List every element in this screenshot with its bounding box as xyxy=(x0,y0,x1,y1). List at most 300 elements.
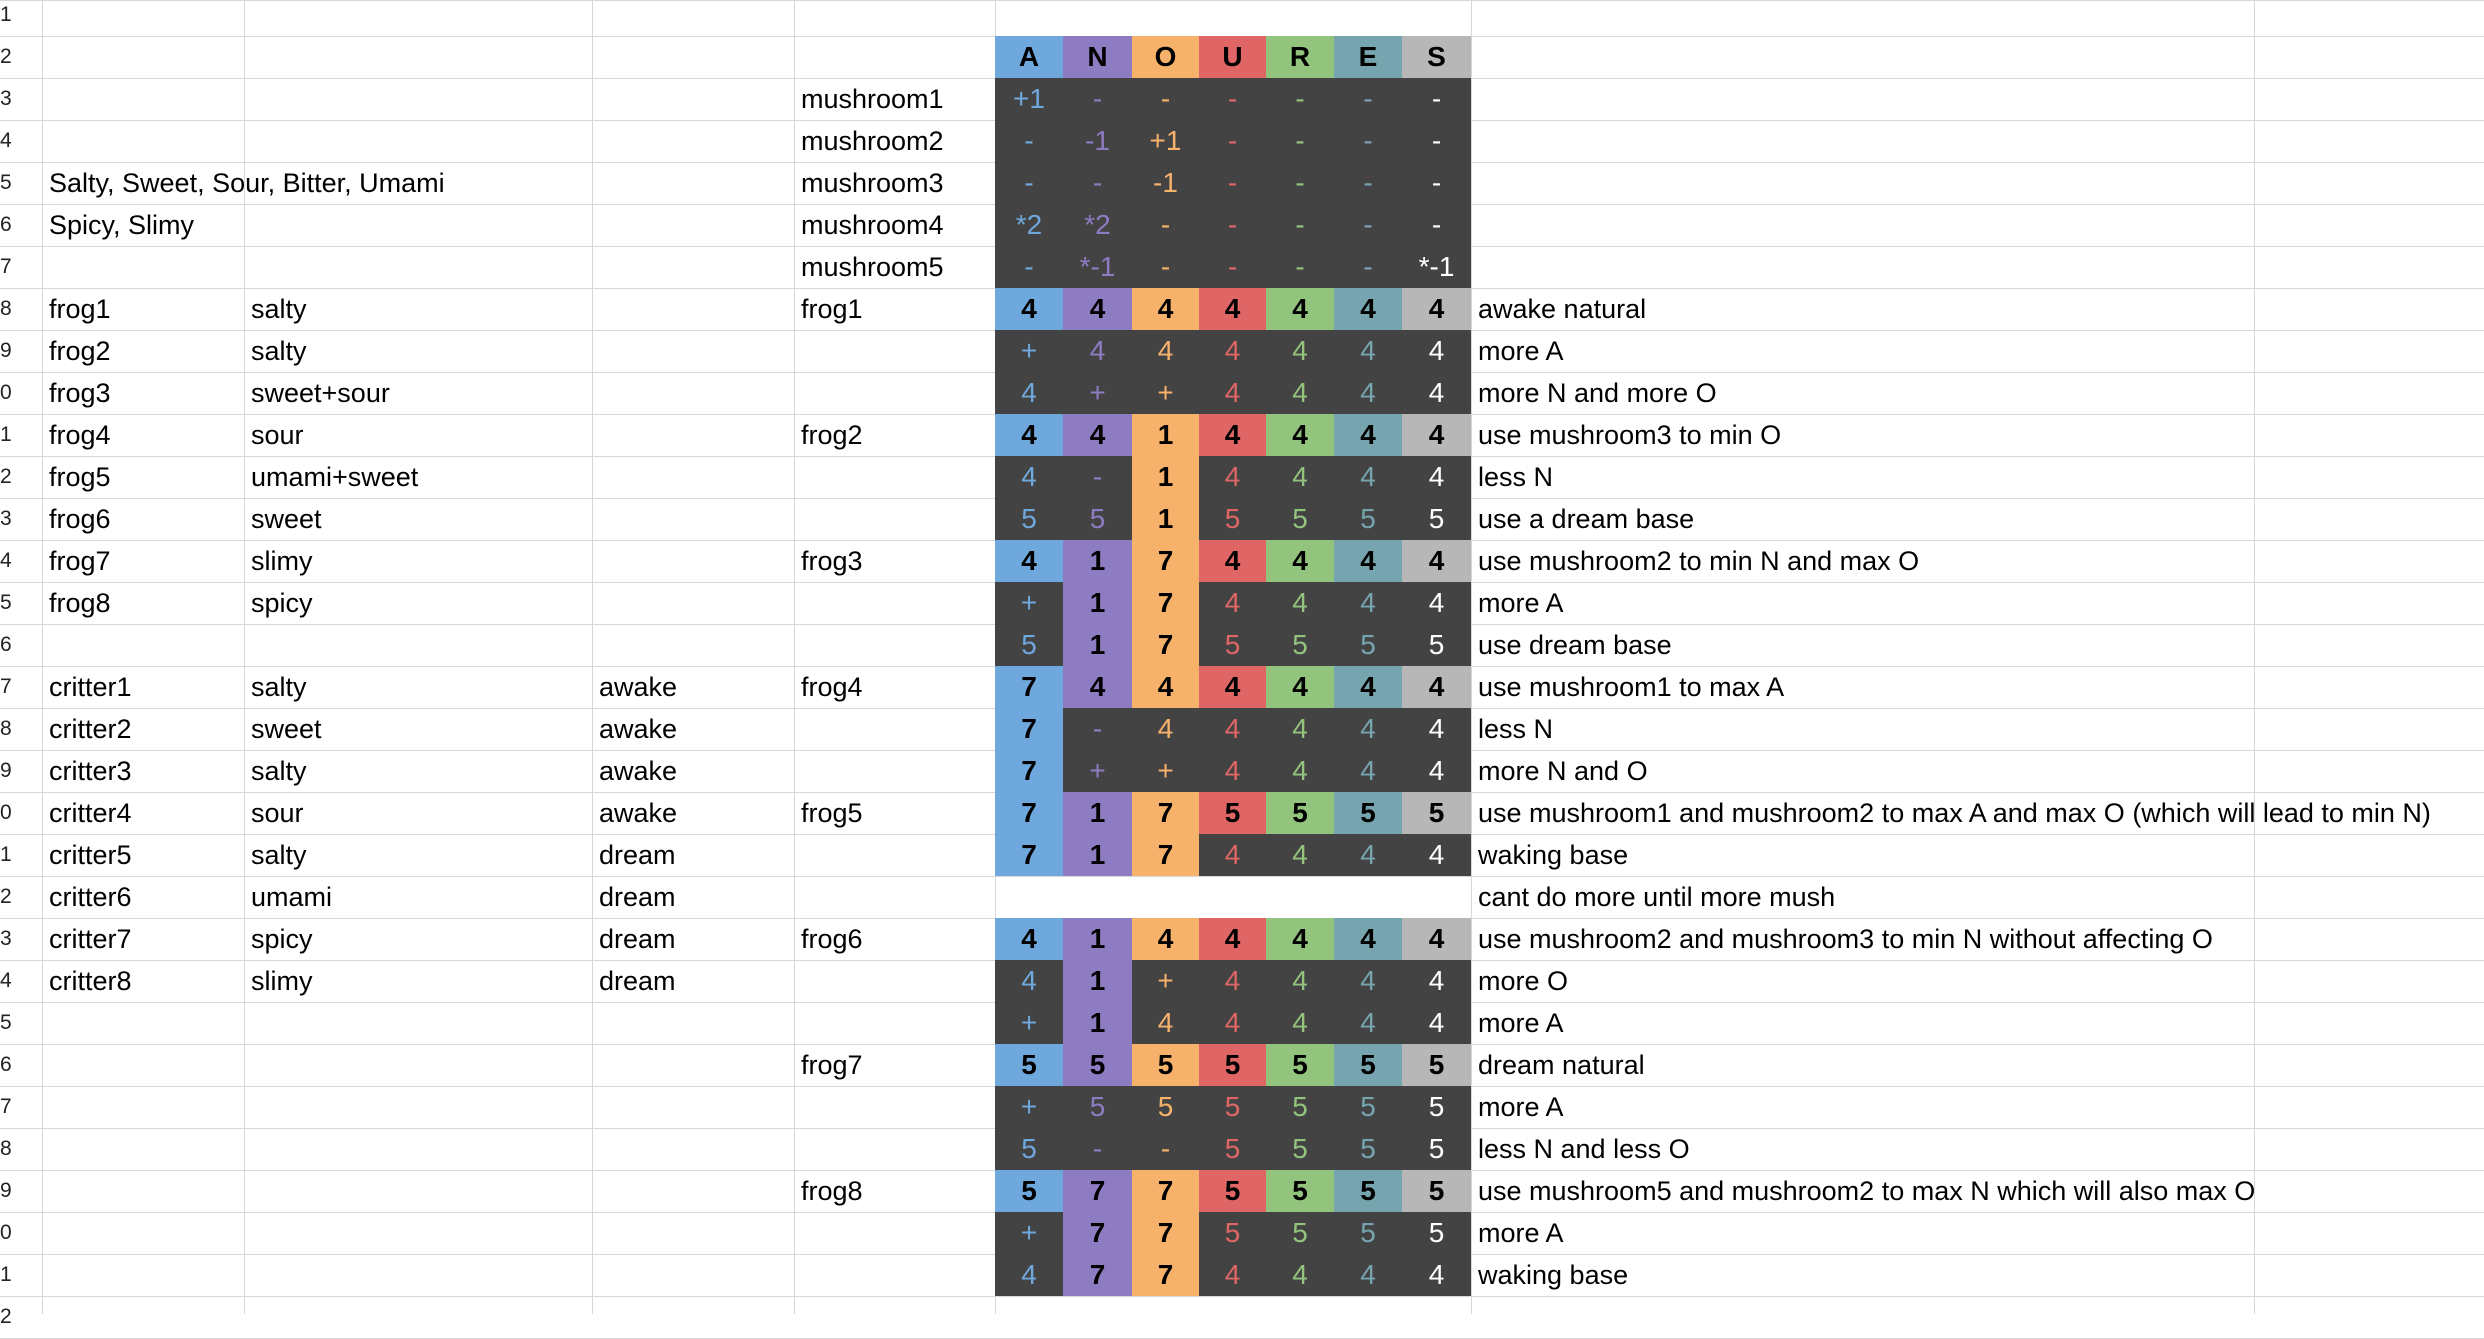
score-cell-n[interactable]: 4 xyxy=(1063,666,1132,708)
score-cell-a[interactable]: 7 xyxy=(995,666,1063,708)
score-cell-s[interactable]: - xyxy=(1402,162,1471,204)
column-header-r[interactable]: R xyxy=(1266,36,1334,78)
score-cell-a[interactable]: 4 xyxy=(995,918,1063,960)
score-cell-a[interactable]: 7 xyxy=(995,834,1063,876)
score-cell-o[interactable]: 7 xyxy=(1132,1212,1199,1254)
score-cell-o[interactable]: -1 xyxy=(1132,162,1199,204)
score-cell-s[interactable]: - xyxy=(1402,120,1471,162)
left-cell-a[interactable]: frog1 xyxy=(49,294,111,324)
score-cell-s[interactable]: 4 xyxy=(1402,330,1471,372)
score-cell-e[interactable]: 4 xyxy=(1334,1002,1402,1044)
score-cell-r[interactable]: 4 xyxy=(1266,834,1334,876)
score-cell-u[interactable]: 5 xyxy=(1199,1086,1266,1128)
column-header-n[interactable]: N xyxy=(1063,36,1132,78)
note-cell[interactable]: less N and less O xyxy=(1478,1134,1690,1164)
row-label[interactable]: frog8 xyxy=(801,1176,863,1206)
score-cell-u[interactable]: 5 xyxy=(1199,1212,1266,1254)
score-cell-e[interactable]: 5 xyxy=(1334,1128,1402,1170)
left-cell-b[interactable]: sweet xyxy=(251,714,322,744)
score-cell-s[interactable]: 5 xyxy=(1402,498,1471,540)
left-cell-b[interactable]: umami+sweet xyxy=(251,462,419,492)
note-cell[interactable]: use mushroom1 and mushroom2 to max A and max O (which will lead to min N) xyxy=(1478,798,2431,828)
left-cell-b[interactable]: spicy xyxy=(251,924,313,954)
score-cell-e[interactable]: 4 xyxy=(1334,708,1402,750)
row-label[interactable]: frog3 xyxy=(801,546,863,576)
score-cell-a[interactable]: 5 xyxy=(995,498,1063,540)
score-cell-s[interactable]: 4 xyxy=(1402,834,1471,876)
score-cell-e[interactable]: 4 xyxy=(1334,330,1402,372)
row-label[interactable]: frog1 xyxy=(801,294,863,324)
score-cell-s[interactable]: 5 xyxy=(1402,792,1471,834)
score-cell-a[interactable]: - xyxy=(995,162,1063,204)
left-cell-b[interactable]: salty xyxy=(251,294,307,324)
row-number[interactable]: 9 xyxy=(0,1179,12,1202)
score-cell-n[interactable]: -1 xyxy=(1063,120,1132,162)
score-cell-o[interactable]: + xyxy=(1132,960,1199,1002)
score-cell-e[interactable]: 4 xyxy=(1334,960,1402,1002)
score-cell-u[interactable]: 4 xyxy=(1199,582,1266,624)
score-cell-s[interactable]: 4 xyxy=(1402,456,1471,498)
score-cell-e[interactable]: 4 xyxy=(1334,540,1402,582)
left-cell-b[interactable]: salty xyxy=(251,672,307,702)
column-header-a[interactable]: A xyxy=(995,36,1063,78)
row-number[interactable]: 1 xyxy=(0,423,12,446)
column-header-s[interactable]: S xyxy=(1402,36,1471,78)
left-cell-a[interactable]: Salty, Sweet, Sour, Bitter, Umami xyxy=(49,168,445,198)
score-cell-r[interactable]: 4 xyxy=(1266,1254,1334,1296)
left-cell-b[interactable]: slimy xyxy=(251,546,313,576)
score-cell-r[interactable]: 4 xyxy=(1266,540,1334,582)
score-cell-s[interactable]: 4 xyxy=(1402,582,1471,624)
score-cell-u[interactable]: 5 xyxy=(1199,1128,1266,1170)
score-cell-n[interactable]: 1 xyxy=(1063,582,1132,624)
score-cell-u[interactable]: 5 xyxy=(1199,1170,1266,1212)
score-cell-e[interactable]: 5 xyxy=(1334,1086,1402,1128)
score-cell-o[interactable]: +1 xyxy=(1132,120,1199,162)
score-cell-o[interactable]: 1 xyxy=(1132,498,1199,540)
score-cell-o[interactable]: 7 xyxy=(1132,1254,1199,1296)
row-label[interactable]: mushroom4 xyxy=(801,210,944,240)
score-cell-u[interactable]: 4 xyxy=(1199,540,1266,582)
score-cell-a[interactable]: 4 xyxy=(995,372,1063,414)
row-number[interactable]: 1 xyxy=(0,1263,12,1286)
score-cell-s[interactable]: 5 xyxy=(1402,624,1471,666)
row-label[interactable]: frog5 xyxy=(801,798,863,828)
score-cell-r[interactable]: 4 xyxy=(1266,288,1334,330)
score-cell-r[interactable]: 5 xyxy=(1266,1128,1334,1170)
score-cell-a[interactable]: 4 xyxy=(995,960,1063,1002)
score-cell-r[interactable]: 5 xyxy=(1266,1170,1334,1212)
row-number[interactable]: 4 xyxy=(0,549,12,572)
row-number[interactable]: 1 xyxy=(0,3,12,26)
score-cell-r[interactable]: 5 xyxy=(1266,1086,1334,1128)
row-number[interactable]: 2 xyxy=(0,885,12,908)
row-number[interactable]: 6 xyxy=(0,213,12,236)
score-cell-a[interactable]: *2 xyxy=(995,204,1063,246)
note-cell[interactable]: use a dream base xyxy=(1478,504,1695,534)
score-cell-u[interactable]: 4 xyxy=(1199,1254,1266,1296)
left-cell-a[interactable]: critter1 xyxy=(49,672,132,702)
score-cell-a[interactable]: 4 xyxy=(995,540,1063,582)
row-label[interactable]: mushroom2 xyxy=(801,126,944,156)
score-cell-a[interactable]: 7 xyxy=(995,750,1063,792)
left-cell-a[interactable]: critter4 xyxy=(49,798,132,828)
left-cell-c[interactable]: dream xyxy=(599,840,676,870)
score-cell-r[interactable]: 5 xyxy=(1266,624,1334,666)
left-cell-b[interactable]: spicy xyxy=(251,588,313,618)
left-cell-c[interactable]: dream xyxy=(599,924,676,954)
score-cell-a[interactable]: 7 xyxy=(995,708,1063,750)
score-cell-o[interactable]: 4 xyxy=(1132,666,1199,708)
score-cell-r[interactable]: - xyxy=(1266,78,1334,120)
score-cell-a[interactable]: 4 xyxy=(995,414,1063,456)
score-cell-e[interactable]: 5 xyxy=(1334,1212,1402,1254)
score-cell-u[interactable]: 5 xyxy=(1199,1044,1266,1086)
score-cell-n[interactable]: - xyxy=(1063,162,1132,204)
note-cell[interactable]: use mushroom3 to min O xyxy=(1478,420,1782,450)
score-cell-r[interactable]: 4 xyxy=(1266,582,1334,624)
score-cell-e[interactable]: 4 xyxy=(1334,834,1402,876)
row-number[interactable]: 4 xyxy=(0,969,12,992)
score-cell-a[interactable]: 7 xyxy=(995,792,1063,834)
score-cell-u[interactable]: 4 xyxy=(1199,288,1266,330)
left-cell-a[interactable]: frog3 xyxy=(49,378,111,408)
note-cell[interactable]: less N xyxy=(1478,462,1554,492)
score-cell-u[interactable]: 4 xyxy=(1199,918,1266,960)
score-cell-n[interactable]: - xyxy=(1063,78,1132,120)
left-cell-b[interactable]: salty xyxy=(251,840,307,870)
row-number[interactable]: 9 xyxy=(0,339,12,362)
score-cell-s[interactable]: 5 xyxy=(1402,1212,1471,1254)
score-cell-u[interactable]: - xyxy=(1199,120,1266,162)
left-cell-a[interactable]: frog7 xyxy=(49,546,111,576)
left-cell-b[interactable]: salty xyxy=(251,336,307,366)
left-cell-c[interactable]: awake xyxy=(599,798,678,828)
score-cell-e[interactable]: 4 xyxy=(1334,750,1402,792)
score-cell-s[interactable]: 4 xyxy=(1402,288,1471,330)
score-cell-n[interactable]: 4 xyxy=(1063,330,1132,372)
score-cell-s[interactable]: 5 xyxy=(1402,1170,1471,1212)
score-cell-e[interactable]: - xyxy=(1334,120,1402,162)
left-cell-a[interactable]: frog8 xyxy=(49,588,111,618)
score-cell-r[interactable]: - xyxy=(1266,120,1334,162)
score-cell-o[interactable]: 7 xyxy=(1132,540,1199,582)
score-cell-n[interactable]: - xyxy=(1063,708,1132,750)
row-number[interactable]: 2 xyxy=(0,465,12,488)
score-cell-s[interactable]: 4 xyxy=(1402,414,1471,456)
score-cell-n[interactable]: 1 xyxy=(1063,1002,1132,1044)
score-cell-s[interactable]: - xyxy=(1402,204,1471,246)
score-cell-u[interactable]: 4 xyxy=(1199,750,1266,792)
score-cell-a[interactable]: 4 xyxy=(995,288,1063,330)
score-cell-s[interactable]: 4 xyxy=(1402,666,1471,708)
row-number[interactable]: 2 xyxy=(0,1305,12,1328)
score-cell-a[interactable]: - xyxy=(995,246,1063,288)
left-cell-c[interactable]: awake xyxy=(599,756,678,786)
score-cell-r[interactable]: 5 xyxy=(1266,792,1334,834)
score-cell-u[interactable]: 4 xyxy=(1199,708,1266,750)
score-cell-u[interactable]: - xyxy=(1199,78,1266,120)
score-cell-e[interactable]: 5 xyxy=(1334,792,1402,834)
left-cell-a[interactable]: Spicy, Slimy xyxy=(49,210,195,240)
left-cell-c[interactable]: dream xyxy=(599,966,676,996)
score-cell-o[interactable]: 4 xyxy=(1132,918,1199,960)
row-number[interactable]: 0 xyxy=(0,801,12,824)
score-cell-r[interactable]: 4 xyxy=(1266,960,1334,1002)
left-cell-a[interactable]: critter6 xyxy=(49,882,132,912)
note-cell[interactable]: more A xyxy=(1478,1218,1564,1248)
score-cell-n[interactable]: 1 xyxy=(1063,918,1132,960)
row-number[interactable]: 4 xyxy=(0,129,12,152)
row-number[interactable]: 5 xyxy=(0,1011,12,1034)
row-number[interactable]: 3 xyxy=(0,927,12,950)
row-label[interactable]: frog7 xyxy=(801,1050,863,1080)
left-cell-c[interactable]: awake xyxy=(599,672,678,702)
note-cell[interactable]: awake natural xyxy=(1478,294,1647,324)
left-cell-a[interactable]: critter7 xyxy=(49,924,132,954)
score-cell-e[interactable]: 4 xyxy=(1334,414,1402,456)
score-cell-o[interactable]: + xyxy=(1132,372,1199,414)
row-number[interactable]: 5 xyxy=(0,171,12,194)
score-cell-a[interactable]: + xyxy=(995,330,1063,372)
score-cell-n[interactable]: + xyxy=(1063,750,1132,792)
note-cell[interactable]: more N and more O xyxy=(1478,378,1717,408)
row-number[interactable]: 0 xyxy=(0,1221,12,1244)
left-cell-b[interactable]: sweet xyxy=(251,504,322,534)
score-cell-u[interactable]: 4 xyxy=(1199,372,1266,414)
note-cell[interactable]: use mushroom2 to min N and max O xyxy=(1478,546,1920,576)
column-header-e[interactable]: E xyxy=(1334,36,1402,78)
note-cell[interactable]: waking base xyxy=(1478,1260,1629,1290)
score-cell-n[interactable]: 1 xyxy=(1063,540,1132,582)
score-cell-o[interactable]: 7 xyxy=(1132,834,1199,876)
row-number[interactable]: 7 xyxy=(0,255,12,278)
score-cell-e[interactable]: 5 xyxy=(1334,498,1402,540)
score-cell-r[interactable]: - xyxy=(1266,204,1334,246)
left-cell-b[interactable]: umami xyxy=(251,882,333,912)
score-cell-u[interactable]: 4 xyxy=(1199,666,1266,708)
score-cell-a[interactable]: - xyxy=(995,120,1063,162)
score-cell-r[interactable]: 5 xyxy=(1266,1212,1334,1254)
score-cell-a[interactable]: 5 xyxy=(995,1044,1063,1086)
score-cell-o[interactable]: 7 xyxy=(1132,792,1199,834)
score-cell-e[interactable]: 4 xyxy=(1334,666,1402,708)
score-cell-a[interactable]: 4 xyxy=(995,1254,1063,1296)
score-cell-n[interactable]: *-1 xyxy=(1063,246,1132,288)
score-cell-r[interactable]: - xyxy=(1266,246,1334,288)
score-cell-n[interactable]: - xyxy=(1063,456,1132,498)
score-cell-u[interactable]: - xyxy=(1199,246,1266,288)
score-cell-r[interactable]: 4 xyxy=(1266,918,1334,960)
score-cell-a[interactable]: 5 xyxy=(995,624,1063,666)
score-cell-n[interactable]: + xyxy=(1063,372,1132,414)
score-cell-u[interactable]: - xyxy=(1199,162,1266,204)
column-header-u[interactable]: U xyxy=(1199,36,1266,78)
score-cell-r[interactable]: 4 xyxy=(1266,666,1334,708)
score-cell-a[interactable]: + xyxy=(995,1002,1063,1044)
score-cell-u[interactable]: 5 xyxy=(1199,624,1266,666)
score-cell-n[interactable]: 4 xyxy=(1063,288,1132,330)
score-cell-u[interactable]: 4 xyxy=(1199,414,1266,456)
row-label[interactable]: frog4 xyxy=(801,672,863,702)
score-cell-n[interactable]: 5 xyxy=(1063,1044,1132,1086)
score-cell-n[interactable]: - xyxy=(1063,1128,1132,1170)
score-cell-s[interactable]: 4 xyxy=(1402,1002,1471,1044)
score-cell-o[interactable]: 7 xyxy=(1132,624,1199,666)
row-number[interactable]: 5 xyxy=(0,591,12,614)
score-cell-r[interactable]: 4 xyxy=(1266,1002,1334,1044)
score-cell-a[interactable]: 5 xyxy=(995,1128,1063,1170)
score-cell-n[interactable]: 5 xyxy=(1063,498,1132,540)
score-cell-r[interactable]: 4 xyxy=(1266,330,1334,372)
score-cell-o[interactable]: 1 xyxy=(1132,456,1199,498)
score-cell-u[interactable]: - xyxy=(1199,204,1266,246)
note-cell[interactable]: use mushroom5 and mushroom2 to max N which will also max O xyxy=(1478,1176,2256,1206)
left-cell-b[interactable]: slimy xyxy=(251,966,313,996)
score-cell-s[interactable]: 5 xyxy=(1402,1044,1471,1086)
score-cell-o[interactable]: 5 xyxy=(1132,1086,1199,1128)
row-number[interactable]: 7 xyxy=(0,675,12,698)
left-cell-a[interactable]: critter8 xyxy=(49,966,132,996)
left-cell-a[interactable]: frog4 xyxy=(49,420,111,450)
score-cell-r[interactable]: 5 xyxy=(1266,498,1334,540)
row-number[interactable]: 8 xyxy=(0,717,12,740)
score-cell-e[interactable]: 4 xyxy=(1334,918,1402,960)
score-cell-a[interactable]: + xyxy=(995,1212,1063,1254)
row-number[interactable]: 6 xyxy=(0,1053,12,1076)
score-cell-s[interactable]: 4 xyxy=(1402,750,1471,792)
score-cell-e[interactable]: - xyxy=(1334,78,1402,120)
note-cell[interactable]: cant do more until more mush xyxy=(1478,882,1836,912)
score-cell-o[interactable]: - xyxy=(1132,204,1199,246)
score-cell-n[interactable]: 1 xyxy=(1063,792,1132,834)
score-cell-n[interactable]: 7 xyxy=(1063,1254,1132,1296)
score-cell-u[interactable]: 4 xyxy=(1199,330,1266,372)
left-cell-b[interactable]: sour xyxy=(251,798,304,828)
left-cell-b[interactable]: sour xyxy=(251,420,304,450)
note-cell[interactable]: less N xyxy=(1478,714,1554,744)
score-cell-a[interactable]: +1 xyxy=(995,78,1063,120)
left-cell-a[interactable]: frog5 xyxy=(49,462,111,492)
row-number[interactable]: 3 xyxy=(0,87,12,110)
score-cell-u[interactable]: 5 xyxy=(1199,792,1266,834)
note-cell[interactable]: waking base xyxy=(1478,840,1629,870)
score-cell-s[interactable]: 4 xyxy=(1402,540,1471,582)
score-cell-e[interactable]: - xyxy=(1334,246,1402,288)
score-cell-e[interactable]: 4 xyxy=(1334,372,1402,414)
left-cell-a[interactable]: frog6 xyxy=(49,504,111,534)
score-cell-s[interactable]: 4 xyxy=(1402,372,1471,414)
note-cell[interactable]: more A xyxy=(1478,1092,1564,1122)
score-cell-n[interactable]: 4 xyxy=(1063,414,1132,456)
row-number[interactable]: 1 xyxy=(0,843,12,866)
score-cell-o[interactable]: 7 xyxy=(1132,582,1199,624)
score-cell-r[interactable]: 4 xyxy=(1266,414,1334,456)
score-cell-o[interactable]: 1 xyxy=(1132,414,1199,456)
score-cell-r[interactable]: 4 xyxy=(1266,750,1334,792)
score-cell-r[interactable]: 4 xyxy=(1266,456,1334,498)
score-cell-n[interactable]: *2 xyxy=(1063,204,1132,246)
score-cell-n[interactable]: 1 xyxy=(1063,834,1132,876)
score-cell-n[interactable]: 1 xyxy=(1063,624,1132,666)
score-cell-r[interactable]: - xyxy=(1266,162,1334,204)
score-cell-u[interactable]: 4 xyxy=(1199,834,1266,876)
score-cell-n[interactable]: 7 xyxy=(1063,1170,1132,1212)
score-cell-o[interactable]: 4 xyxy=(1132,1002,1199,1044)
row-number[interactable]: 8 xyxy=(0,1137,12,1160)
score-cell-n[interactable]: 5 xyxy=(1063,1086,1132,1128)
score-cell-a[interactable]: + xyxy=(995,582,1063,624)
score-cell-e[interactable]: - xyxy=(1334,204,1402,246)
score-cell-o[interactable]: - xyxy=(1132,246,1199,288)
row-number[interactable]: 2 xyxy=(0,45,12,68)
score-cell-a[interactable]: + xyxy=(995,1086,1063,1128)
left-cell-a[interactable]: critter3 xyxy=(49,756,132,786)
left-cell-c[interactable]: awake xyxy=(599,714,678,744)
score-cell-s[interactable]: 4 xyxy=(1402,708,1471,750)
row-label[interactable]: frog6 xyxy=(801,924,863,954)
score-cell-s[interactable]: 5 xyxy=(1402,1128,1471,1170)
score-cell-u[interactable]: 4 xyxy=(1199,456,1266,498)
score-cell-s[interactable]: - xyxy=(1402,78,1471,120)
row-number[interactable]: 3 xyxy=(0,507,12,530)
row-label[interactable]: mushroom1 xyxy=(801,84,944,114)
note-cell[interactable]: dream natural xyxy=(1478,1050,1645,1080)
score-cell-s[interactable]: 4 xyxy=(1402,918,1471,960)
left-cell-a[interactable]: critter2 xyxy=(49,714,132,744)
score-cell-e[interactable]: 5 xyxy=(1334,1044,1402,1086)
score-cell-u[interactable]: 4 xyxy=(1199,1002,1266,1044)
row-label[interactable]: mushroom5 xyxy=(801,252,944,282)
score-cell-o[interactable]: 4 xyxy=(1132,708,1199,750)
score-cell-s[interactable]: 4 xyxy=(1402,1254,1471,1296)
score-cell-e[interactable]: - xyxy=(1334,162,1402,204)
score-cell-a[interactable]: 5 xyxy=(995,1170,1063,1212)
score-cell-n[interactable]: 7 xyxy=(1063,1212,1132,1254)
score-cell-s[interactable]: 4 xyxy=(1402,960,1471,1002)
row-number[interactable]: 0 xyxy=(0,381,12,404)
score-cell-e[interactable]: 4 xyxy=(1334,582,1402,624)
score-cell-o[interactable]: 7 xyxy=(1132,1170,1199,1212)
score-cell-o[interactable]: - xyxy=(1132,1128,1199,1170)
note-cell[interactable]: more A xyxy=(1478,336,1564,366)
note-cell[interactable]: more O xyxy=(1478,966,1569,996)
row-number[interactable]: 8 xyxy=(0,297,12,320)
row-number[interactable]: 9 xyxy=(0,759,12,782)
note-cell[interactable]: use mushroom1 to max A xyxy=(1478,672,1785,702)
note-cell[interactable]: use mushroom2 and mushroom3 to min N without affecting O xyxy=(1478,924,2213,954)
score-cell-e[interactable]: 5 xyxy=(1334,624,1402,666)
score-cell-r[interactable]: 4 xyxy=(1266,372,1334,414)
left-cell-c[interactable]: dream xyxy=(599,882,676,912)
left-cell-a[interactable]: frog2 xyxy=(49,336,111,366)
score-cell-o[interactable]: + xyxy=(1132,750,1199,792)
note-cell[interactable]: use dream base xyxy=(1478,630,1672,660)
score-cell-r[interactable]: 4 xyxy=(1266,708,1334,750)
left-cell-b[interactable]: sweet+sour xyxy=(251,378,390,408)
score-cell-n[interactable]: 1 xyxy=(1063,960,1132,1002)
score-cell-u[interactable]: 4 xyxy=(1199,960,1266,1002)
note-cell[interactable]: more A xyxy=(1478,588,1564,618)
row-number[interactable]: 7 xyxy=(0,1095,12,1118)
score-cell-o[interactable]: 5 xyxy=(1132,1044,1199,1086)
left-cell-b[interactable]: salty xyxy=(251,756,307,786)
score-cell-r[interactable]: 5 xyxy=(1266,1044,1334,1086)
row-number[interactable]: 6 xyxy=(0,633,12,656)
score-cell-e[interactable]: 4 xyxy=(1334,1254,1402,1296)
score-cell-o[interactable]: 4 xyxy=(1132,288,1199,330)
row-label[interactable]: mushroom3 xyxy=(801,168,944,198)
